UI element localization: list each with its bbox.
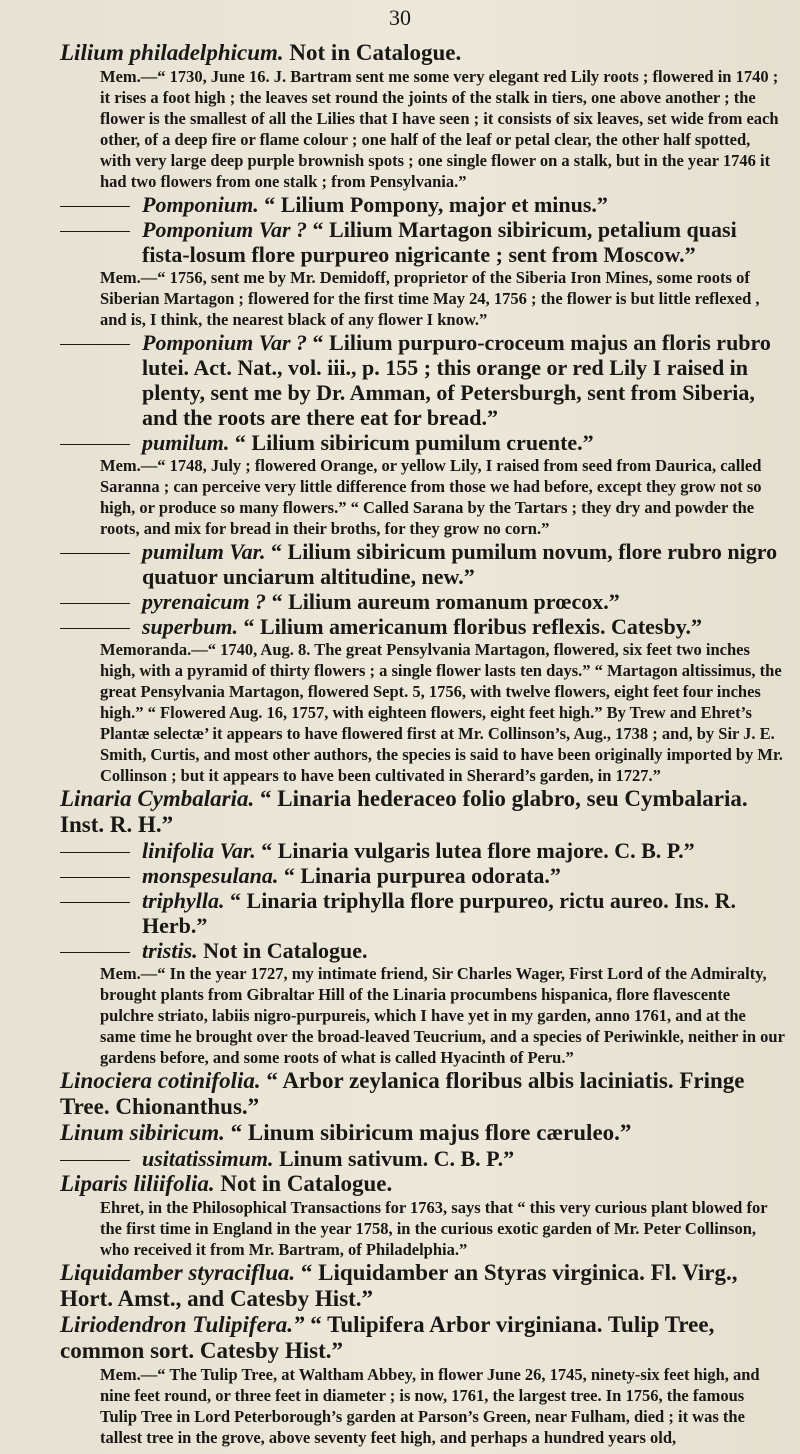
page-number: 30 bbox=[389, 5, 411, 30]
species-name: linifolia Var. bbox=[142, 838, 256, 863]
ditto-dash bbox=[60, 1160, 130, 1161]
memorandum-paragraph: Mem.—“ 1756, sent me by Mr. Demidoff, proprietor of the Siberia Iron Mines, some roots of Siberian Martagon ; flowered for the first time May 24, 1756 ; the flower is but little reflexed , and is, I think, the nearest black of any flower I know.” bbox=[100, 268, 760, 329]
ditto-dash bbox=[60, 902, 130, 903]
entry-description: “ Linaria purpurea odorata.” bbox=[283, 863, 561, 888]
species-name: Liparis liliifolia. bbox=[60, 1171, 215, 1196]
memorandum-paragraph: Mem.—“ The Tulip Tree, at Waltham Abbey, in flower June 26, 1745, ninety-six feet high, and nine feet round, or three feet in diameter ; is now, 1761, the largest tree. In 1756, the famous Tulip Tree in Lord Peterborough’s garden at Parson’s Green, near Fulham, died ; it was the tallest tree in the grove, above seventy feet high, and perhaps a hundred years old, bbox=[100, 1365, 760, 1447]
species-name: usitatissimum. bbox=[142, 1146, 274, 1171]
species-entry-heading bbox=[60, 217, 785, 267]
entry-description: “ Arbor zeylanica floribus albis laciniatis. Fringe Tree. Chionanthus.” bbox=[60, 1068, 745, 1119]
genus-entry-heading bbox=[60, 1068, 785, 1120]
genus-entry-heading bbox=[60, 1312, 785, 1364]
memorandum-paragraph: Mem.—“ In the year 1727, my intimate friend, Sir Charles Wager, First Lord of the Admiralty, brought plants from Gibraltar Hill of the Linaria procumbens hispanica, flore flavescente pulchre striato, labiis nigro-purpureis, which I have yet in my garden, anno 1761, and at the same time he brought over the broad-leaved Teucrium, and a species of Periwinkle, neither in our gardens before, and some roots of what is called Hyacinth of Peru.” bbox=[100, 964, 785, 1067]
species-name: Pomponium Var ? bbox=[142, 217, 308, 242]
ditto-dash bbox=[60, 553, 130, 554]
species-entry-heading bbox=[60, 192, 785, 217]
genus-entry-heading bbox=[60, 786, 785, 838]
species-name: pyrenaicum ? bbox=[142, 589, 267, 614]
species-entry-heading bbox=[60, 430, 785, 455]
ditto-dash bbox=[60, 852, 130, 853]
ditto-dash bbox=[60, 603, 130, 604]
species-name: pumilum Var. bbox=[142, 539, 266, 564]
page-body bbox=[60, 40, 785, 1448]
species-name: tristis. bbox=[142, 938, 198, 963]
species-name: Liriodendron Tulipifera.” bbox=[60, 1312, 305, 1337]
species-name: Pomponium. bbox=[142, 192, 259, 217]
genus-entry-heading bbox=[60, 1260, 785, 1312]
ditto-dash bbox=[60, 877, 130, 878]
entry-description: “ Linaria hederaceo folio glabro, seu Cymbalaria. Inst. R. H.” bbox=[60, 786, 748, 837]
ditto-dash bbox=[60, 952, 130, 953]
memorandum-paragraph: Mem.—“ 1730, June 16. J. Bartram sent me some very elegant red Lily roots ; flowered in 1740 ; it rises a foot high ; the leaves set round the joints of the stalk in tiers, one above another ; the flower is the smallest of all the Lilies that I have seen ; it consists of six leaves, set wide from each other, of a deep fire or flame colour ; one half of the leaf or petal clear, the other half spotted, with very large deep purple brownish spots ; one single flower on a stalk, but in the year 1746 it had two flowers from one stalk ; from Pensylvania.” bbox=[100, 67, 779, 191]
species-entry-heading bbox=[60, 614, 785, 639]
species-name: Pomponium Var ? bbox=[142, 330, 308, 355]
entry-description: “ Tulipifera Arbor virginiana. Tulip Tree, common sort. Catesby Hist.” bbox=[60, 1312, 715, 1363]
species-name: monspesulana. bbox=[142, 863, 279, 888]
species-name: Linociera cotinifolia. bbox=[60, 1068, 261, 1093]
entry-description: “ Lilium americanum floribus reflexis. Catesby.” bbox=[243, 614, 703, 639]
ditto-dash bbox=[60, 344, 130, 345]
genus-entry-heading bbox=[60, 1171, 785, 1197]
species-entry-heading bbox=[60, 330, 785, 430]
species-name: Lilium philadelphicum. bbox=[60, 40, 284, 65]
species-name: pumilum. bbox=[142, 430, 230, 455]
species-entry-heading bbox=[60, 589, 785, 614]
entry-description: “ Linaria vulgaris lutea flore majore. C. B. P.” bbox=[261, 838, 695, 863]
ditto-dash bbox=[60, 444, 130, 445]
species-entry-heading bbox=[60, 838, 785, 863]
entry-description: Linum sativum. C. B. P.” bbox=[278, 1146, 515, 1171]
species-name: Liquidamber styraciflua. bbox=[60, 1260, 296, 1285]
entry-description: Not in Catalogue. bbox=[203, 938, 368, 963]
genus-entry-heading bbox=[60, 1120, 785, 1146]
ditto-dash bbox=[60, 628, 130, 629]
species-entry-heading bbox=[60, 1146, 785, 1171]
species-entry-heading bbox=[60, 888, 785, 938]
entry-description: “ Linum sibiricum majus flore cæruleo.” bbox=[230, 1120, 632, 1145]
entry-description: “ Lilium purpuro-croceum majus an floris rubro lutei. Act. Nat., vol. iii., p. 155 ; this orange or red Lily I raised in plenty, sent me by Dr. Amman, of Petersburgh, sent from Siberia, and the roots are there eat for bread.” bbox=[142, 330, 771, 430]
entry-description: “ Linaria triphylla flore purpureo, rictu aureo. Ins. R. Herb.” bbox=[142, 888, 737, 938]
memorandum-paragraph: Mem.—“ 1748, July ; flowered Orange, or yellow Lily, I raised from seed from Daurica, called Saranna ; can perceive very little difference from those we had before, except they grow not so high, or produce so many flowers.” “ Called Sarana by the Tartars ; they dry and powder the roots, and mix for bread in their broths, for they grow no corn.” bbox=[100, 456, 762, 538]
genus-entry-heading bbox=[60, 40, 785, 66]
species-name: Linum sibiricum. bbox=[60, 1120, 225, 1145]
entry-description: “ Lilium Pompony, major et minus.” bbox=[264, 192, 608, 217]
species-entry-heading bbox=[60, 539, 785, 589]
entry-description: “ Lilium sibiricum pumilum novum, flore rubro nigro quatuor unciarum altitudine, new.” bbox=[142, 539, 778, 589]
entry-description: Not in Catalogue. bbox=[289, 40, 462, 65]
entry-description: “ Lilium Martagon sibiricum, petalium quasi fista-losum flore purpureo nigricante ; sent from Moscow.” bbox=[142, 217, 737, 267]
species-entry-heading bbox=[60, 938, 785, 963]
entry-description: “ Liquidamber an Styras virginica. Fl. Virg., Hort. Amst., and Catesby Hist.” bbox=[60, 1260, 738, 1311]
entry-description: “ Lilium aureum romanum prœcox.” bbox=[271, 589, 620, 614]
entry-description: Not in Catalogue. bbox=[220, 1171, 393, 1196]
entry-description: “ Lilium sibiricum pumilum cruente.” bbox=[234, 430, 594, 455]
memorandum-paragraph: Memoranda.—“ 1740, Aug. 8. The great Pensylvania Martagon, flowered, six feet two inches high, with a pyramid of thirty flowers ; a single flower lasts ten days.” “ Martagon altissimus, the great Pensylvania Martagon, flowered Sept. 5, 1756, with twelve flowers, eight feet four inches high.” “ Flowered Aug. 16, 1757, with eighteen flowers, eight feet high.” By Trew and Ehret’s Plantæ selectæ’ it appears to have flowered first at Mr. Collinson’s, Aug., 1738 ; and, by Sir J. E. Smith, Curtis, and most other authors, the species is said to have been originally imported by Mr. Collinson ; but it appears to have been cultivated in Sherard’s garden, in 1727.” bbox=[100, 640, 783, 785]
memorandum-paragraph: Ehret, in the Philosophical Transactions for 1763, says that “ this very curious plant blowed for the first time in England in the year 1758, in the curious exotic garden of Mr. Peter Collinson, who received it from Mr. Bartram, of Philadelphia.” bbox=[100, 1198, 768, 1259]
ditto-dash bbox=[60, 206, 130, 207]
species-name: superbum. bbox=[142, 614, 238, 639]
ditto-dash bbox=[60, 231, 130, 232]
species-name: Linaria Cymbalaria. bbox=[60, 786, 255, 811]
species-entry-heading bbox=[60, 863, 785, 888]
species-name: triphylla. bbox=[142, 888, 225, 913]
